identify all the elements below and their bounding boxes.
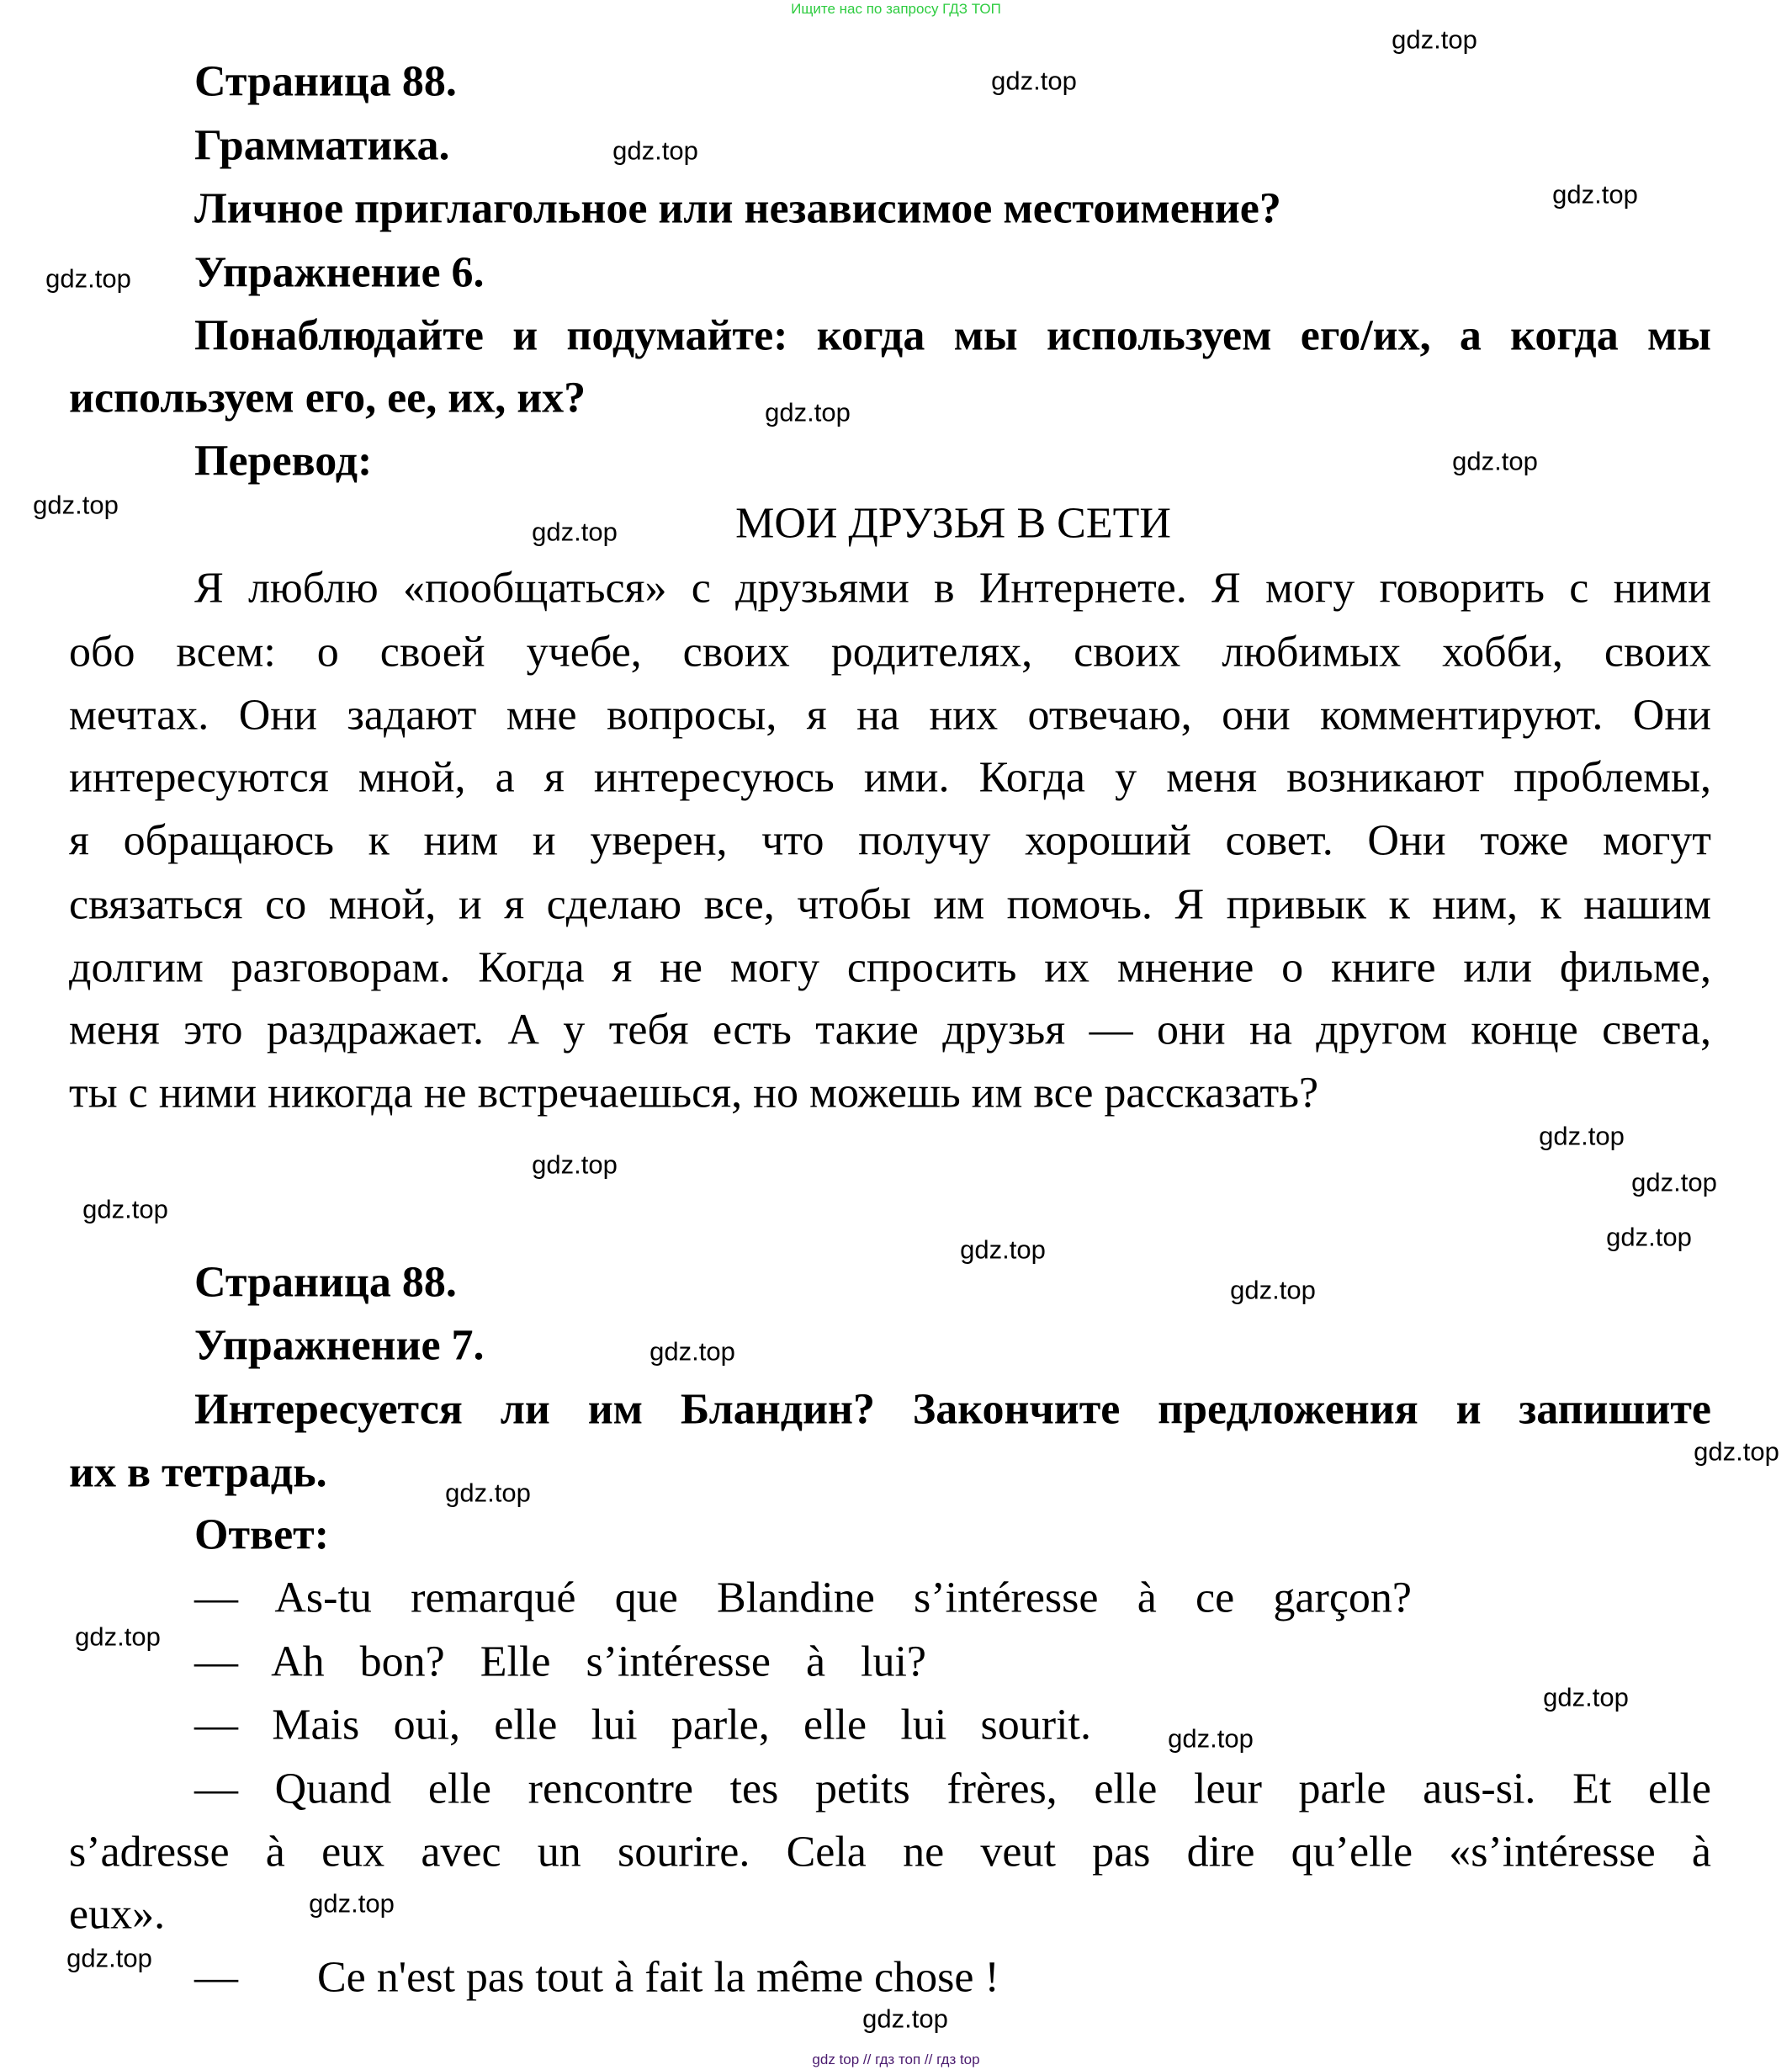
watermark: gdz.top bbox=[612, 135, 698, 166]
watermark: gdz.top bbox=[1168, 1723, 1254, 1754]
watermark: gdz.top bbox=[66, 1943, 152, 1973]
watermark: gdz.top bbox=[1552, 179, 1638, 210]
answer-line: — Mais oui, elle lui parle, elle lui sourit. bbox=[194, 1701, 1091, 1749]
answer-line: eux». bbox=[69, 1890, 166, 1939]
translation-label: Перевод: bbox=[194, 437, 373, 486]
watermark: gdz.top bbox=[309, 1888, 395, 1919]
page-heading: Страница 88. bbox=[194, 1258, 457, 1307]
watermark: gdz.top bbox=[649, 1336, 735, 1367]
answer-label: Ответ: bbox=[194, 1510, 330, 1559]
watermark: gdz.top bbox=[1543, 1682, 1629, 1712]
watermark: gdz.top bbox=[1694, 1436, 1779, 1467]
topic-heading: Грамматика. bbox=[194, 121, 450, 170]
watermark: gdz.top bbox=[1539, 1121, 1625, 1151]
answer-line: Ce n'est pas tout à fait la même chose ! bbox=[317, 1953, 999, 2002]
text-line: я обращаюсь к ним и уверен, что получу хороший совет. Они тоже могут bbox=[69, 816, 1711, 865]
watermark: gdz.top bbox=[33, 490, 119, 520]
answer-line: — Quand elle rencontre tes petits frères, elle leur parle aus-si. Et elle bbox=[194, 1765, 1711, 1813]
task-text: их в тетрадь. bbox=[69, 1448, 327, 1497]
subtopic-heading: Личное приглагольное или независимое местоимение? bbox=[194, 184, 1281, 233]
answer-line: — As-tu remarqué que Blandine s’intéresse à ce garçon? bbox=[194, 1574, 1412, 1622]
watermark: gdz.top bbox=[45, 263, 131, 294]
watermark: gdz.top bbox=[445, 1478, 531, 1508]
text-line: обо всем: о своей учебе, своих родителях, своих любимых хобби, своих bbox=[69, 628, 1711, 677]
text-line: интересуются мной, а я интересуюсь ими. Когда у меня возникают проблемы, bbox=[69, 753, 1711, 802]
text-line: связаться со мной, и я сделаю все, чтобы им помочь. Я привык к ним, к нашим bbox=[69, 880, 1711, 929]
task-text: используем его, ее, их, их? bbox=[69, 374, 586, 422]
watermark: gdz.top bbox=[82, 1194, 168, 1224]
watermark: gdz.top bbox=[1631, 1167, 1717, 1197]
exercise-heading: Упражнение 7. bbox=[194, 1321, 485, 1370]
watermark: gdz.top bbox=[1606, 1222, 1692, 1252]
watermark: gdz.top bbox=[1392, 24, 1477, 55]
footer-links: gdz top // гдз топ // гдз top bbox=[812, 2051, 980, 2067]
watermark: gdz.top bbox=[862, 2004, 948, 2034]
answer-line: s’adresse à eux avec un sourire. Cela ne veut pas dire qu’elle «s’intéresse à bbox=[69, 1828, 1711, 1876]
watermark: gdz.top bbox=[75, 1622, 161, 1652]
watermark: gdz.top bbox=[960, 1234, 1046, 1265]
answer-line: — Ah bon? Elle s’intéresse à lui? bbox=[194, 1637, 926, 1686]
task-text: Понаблюдайте и подумайте: когда мы используем его/их, а когда мы bbox=[194, 311, 1711, 360]
watermark: gdz.top bbox=[991, 66, 1077, 96]
text-title: МОИ ДРУЗЬЯ В СЕТИ bbox=[735, 499, 1171, 548]
text-line: Я люблю «пообщаться» с друзьями в Интернете. Я могу говорить с ними bbox=[194, 564, 1711, 613]
watermark: gdz.top bbox=[532, 517, 618, 547]
search-banner: Ищите нас по запросу ГДЗ ТОП bbox=[791, 1, 1001, 17]
text-line: меня это раздражает. А у тебя есть такие друзья — они на другом конце света, bbox=[69, 1006, 1711, 1054]
watermark: gdz.top bbox=[1230, 1275, 1316, 1305]
watermark: gdz.top bbox=[532, 1149, 618, 1180]
text-line: долгим разговорам. Когда я не могу спросить их мнение о книге или фильме, bbox=[69, 943, 1711, 992]
task-text: Интересуется ли им Бландин? Закончите предложения и запишите bbox=[194, 1385, 1711, 1434]
text-line: мечтах. Они задают мне вопросы, я на них отвечаю, они комментируют. Они bbox=[69, 691, 1711, 740]
page-heading: Страница 88. bbox=[194, 57, 457, 106]
exercise-heading: Упражнение 6. bbox=[194, 248, 485, 297]
watermark: gdz.top bbox=[765, 397, 851, 427]
watermark: gdz.top bbox=[1452, 446, 1538, 476]
answer-dash: — bbox=[194, 1953, 238, 2002]
text-line: ты с ними никогда не встречаешься, но можешь им все рассказать? bbox=[69, 1069, 1319, 1117]
